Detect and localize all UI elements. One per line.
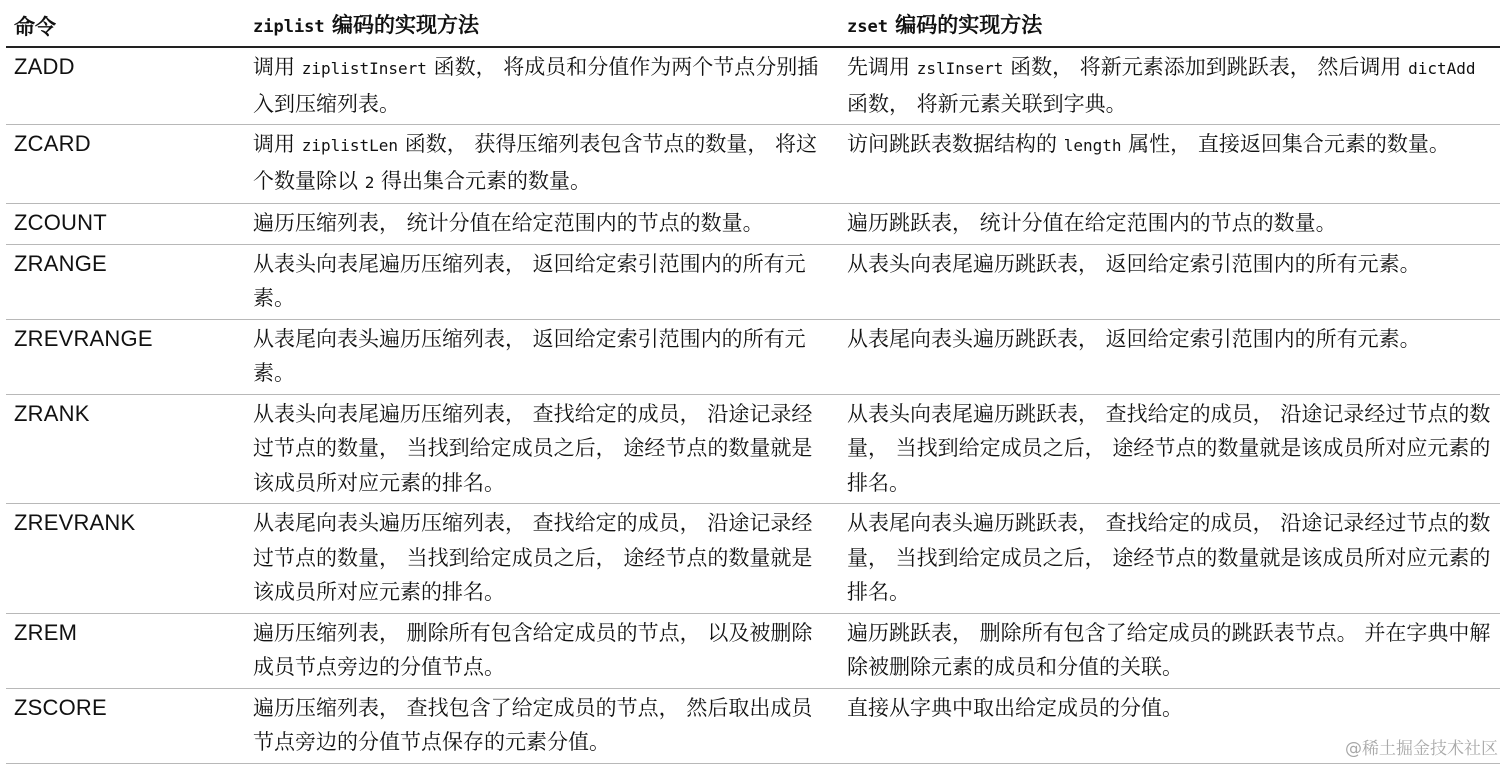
table-row — [6, 394, 1500, 504]
command-cell: ZRANGE — [6, 244, 245, 319]
code-fragment: dictAdd — [1408, 59, 1476, 78]
code-fragment: ziplistLen — [301, 136, 399, 155]
text-fragment: 从表头向表尾遍历跳跃表， 返回给定索引范围内的所有元素。 — [847, 251, 1421, 276]
text-fragment: 从表尾向表头遍历压缩列表， 查找给定的成员， 沿途记录经过节点的数量， 当找到给定成员之后， 途经节点的数量就是该成员所对应元素的排名。 — [253, 511, 813, 604]
zset-impl-cell — [839, 204, 1500, 245]
command-cell: ZRANK — [6, 394, 245, 504]
text-fragment: 遍历压缩列表， 查找包含了给定成员的节点， 然后取出成员节点旁边的分值节点保存的元素分值。 — [253, 695, 813, 754]
text-fragment: 遍历压缩列表， 统计分值在给定范围内的节点的数量。 — [253, 211, 764, 235]
zset-impl-cell — [839, 125, 1500, 204]
header-ziplist — [245, 0, 839, 47]
zset-impl-cell — [839, 244, 1500, 319]
header-ziplist-text: 编码的实现方法 — [324, 13, 479, 37]
text-fragment: 访问跳跃表数据结构的 — [847, 132, 1064, 156]
command-cell: ZCOUNT — [6, 204, 245, 245]
text-fragment: 函数， 将成员和分值作为两个节点分别插入到压缩列表。 — [253, 55, 819, 116]
code-fragment: length — [1063, 136, 1122, 155]
text-fragment: 调用 — [253, 55, 302, 79]
table-body — [6, 47, 1500, 763]
header-row — [6, 0, 1500, 47]
text-fragment: 从表尾向表头遍历跳跃表， 返回给定索引范围内的所有元素。 — [847, 326, 1421, 351]
text-fragment: 遍历跳跃表， 统计分值在给定范围内的节点的数量。 — [847, 211, 1337, 235]
text-fragment: 从表头向表尾遍历压缩列表， 查找给定的成员， 沿途记录经过节点的数量， 当找到给定成员之后， 途经节点的数量就是该成员所对应元素的排名。 — [253, 401, 813, 495]
header-ziplist-code: ziplist — [253, 17, 325, 37]
command-cell: ZCARD — [6, 125, 245, 204]
code-fragment: ziplistInsert — [301, 59, 427, 78]
command-cell: ZSCORE — [6, 688, 245, 763]
command-cell: ZREM — [6, 613, 245, 688]
ziplist-impl-cell — [245, 204, 839, 245]
table-row — [6, 319, 1500, 394]
header-zset-text: 编码的实现方法 — [887, 13, 1043, 37]
zset-impl-cell — [839, 47, 1500, 125]
watermark: @稀土掘金技术社区 — [1345, 739, 1498, 759]
ziplist-impl-cell — [245, 319, 839, 394]
text-fragment: 属性， 直接返回集合元素的数量。 — [1121, 132, 1450, 156]
table-row — [6, 244, 1500, 319]
ziplist-impl-cell — [245, 244, 839, 319]
text-fragment: 得出集合元素的数量。 — [374, 168, 592, 193]
table-row — [6, 125, 1500, 204]
command-cell: ZREVRANGE — [6, 319, 245, 394]
table-header — [6, 0, 1500, 47]
text-fragment: 从表尾向表头遍历跳跃表， 查找给定的成员， 沿途记录经过节点的数量， 当找到给定成员之后， 途经节点的数量就是该成员所对应元素的排名。 — [847, 511, 1491, 604]
table-row — [6, 613, 1500, 688]
zset-impl-cell — [839, 504, 1500, 614]
ziplist-impl-cell — [245, 125, 839, 204]
ziplist-impl-cell — [245, 394, 839, 504]
code-fragment: zslInsert — [916, 59, 1004, 78]
table-row — [6, 47, 1500, 125]
code-fragment: 2 — [364, 172, 375, 192]
zset-impl-cell — [839, 319, 1500, 394]
command-cell: ZREVRANK — [6, 504, 245, 614]
zset-encoding-comparison-table — [6, 0, 1500, 764]
text-fragment: 调用 — [253, 132, 302, 156]
table-row — [6, 688, 1500, 763]
text-fragment: 从表尾向表头遍历压缩列表， 返回给定索引范围内的所有元素。 — [253, 326, 806, 385]
text-fragment: 从表头向表尾遍历跳跃表， 查找给定的成员， 沿途记录经过节点的数量， 当找到给定成员之后， 途经节点的数量就是该成员所对应元素的排名。 — [847, 401, 1491, 495]
ziplist-impl-cell — [245, 504, 839, 614]
ziplist-impl-cell — [245, 688, 839, 763]
header-command: 命令 — [6, 0, 245, 47]
comparison-table-wrapper — [6, 0, 1500, 764]
header-zset — [839, 0, 1500, 47]
zset-impl-cell — [839, 394, 1500, 504]
zset-impl-cell — [839, 613, 1500, 688]
ziplist-impl-cell — [245, 613, 839, 688]
header-zset-code: zset — [847, 17, 888, 37]
table-row — [6, 504, 1500, 614]
text-fragment: 遍历跳跃表， 删除所有包含了给定成员的跳跃表节点。 并在字典中解除被删除元素的成员和分值的关联。 — [847, 620, 1491, 679]
text-fragment: 遍历压缩列表， 删除所有包含给定成员的节点， 以及被删除成员节点旁边的分值节点。 — [253, 620, 813, 679]
command-cell: ZADD — [6, 47, 245, 125]
text-fragment: 从表头向表尾遍历压缩列表， 返回给定索引范围内的所有元素。 — [253, 251, 806, 310]
ziplist-impl-cell — [245, 47, 839, 125]
text-fragment: 函数， 将新元素关联到字典。 — [847, 91, 1127, 116]
text-fragment: 先调用 — [847, 55, 917, 79]
table-row — [6, 204, 1500, 245]
text-fragment: 直接从字典中取出给定成员的分值。 — [847, 695, 1183, 720]
text-fragment: 函数， 将新元素添加到跳跃表， 然后调用 — [1003, 55, 1409, 79]
text-fragment: 函数， 获得压缩列表包含节点的数量， 将这个数量除以 — [253, 132, 818, 193]
